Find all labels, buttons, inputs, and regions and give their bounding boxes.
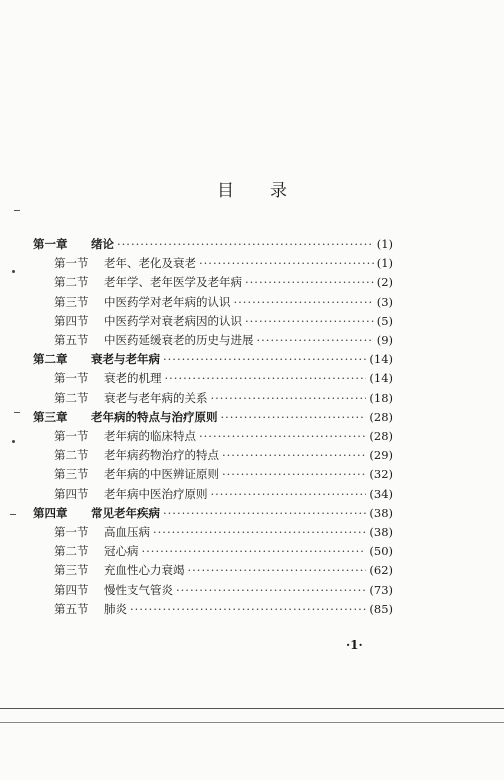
entry-title: 老年病的临床特点 bbox=[104, 429, 196, 443]
scan-mark bbox=[14, 210, 20, 211]
entry-number: 第二节 bbox=[54, 275, 89, 290]
scan-mark bbox=[10, 514, 16, 515]
scan-speck bbox=[12, 270, 15, 273]
entry-page: (3) bbox=[376, 294, 393, 309]
page-number: ·1· bbox=[346, 638, 363, 652]
toc-title-char-1: 目 bbox=[217, 181, 234, 201]
entry-title: 衰老与老年病的关系 bbox=[104, 390, 208, 405]
toc-section-entry bbox=[54, 390, 393, 406]
entry-number: 第一章 bbox=[33, 237, 68, 251]
toc-section-entry bbox=[54, 332, 393, 348]
toc-title-char-2: 录 bbox=[270, 181, 287, 201]
entry-page: (73) bbox=[369, 582, 393, 597]
entry-number: 第二节 bbox=[54, 544, 89, 559]
toc-section-entry bbox=[54, 543, 393, 559]
dot-leader bbox=[165, 371, 367, 385]
entry-title: 老年、老化及衰老 bbox=[104, 256, 196, 271]
dot-leader bbox=[176, 583, 366, 597]
entry-title: 衰老的机理 bbox=[104, 371, 162, 386]
entry-page: (14) bbox=[369, 352, 393, 367]
toc-section-entry bbox=[54, 294, 393, 310]
entry-number: 第三章 bbox=[33, 409, 68, 424]
dot-leader bbox=[117, 237, 374, 251]
entry-page: (18) bbox=[369, 390, 393, 405]
entry-title: 充血性心力衰竭 bbox=[104, 563, 185, 578]
dot-leader bbox=[163, 506, 366, 520]
dot-leader bbox=[245, 275, 374, 289]
toc-section-entry bbox=[54, 255, 393, 271]
entry-title: 老年病药物治疗的特点 bbox=[104, 448, 219, 463]
dot-leader bbox=[222, 467, 366, 481]
entry-number: 第四章 bbox=[33, 505, 68, 520]
page-edge-line bbox=[0, 708, 504, 709]
page-edge-line bbox=[0, 722, 504, 723]
entry-page: (85) bbox=[369, 601, 393, 616]
entry-page: (34) bbox=[369, 486, 393, 501]
entry-title: 老年学、老年医学及老年病 bbox=[104, 275, 242, 290]
entry-title: 高血压病 bbox=[104, 525, 150, 539]
toc-chapter-entry bbox=[33, 236, 393, 252]
dot-leader bbox=[234, 295, 374, 309]
entry-number: 第二节 bbox=[54, 390, 89, 405]
toc-section-entry bbox=[54, 466, 393, 482]
entry-number: 第二节 bbox=[54, 448, 89, 463]
entry-number: 第一节 bbox=[54, 525, 89, 539]
toc-section-entry bbox=[54, 447, 393, 463]
dot-leader bbox=[188, 563, 367, 577]
dot-leader bbox=[222, 448, 366, 462]
dot-leader bbox=[245, 314, 374, 328]
entry-page: (1) bbox=[376, 256, 393, 271]
scan-speck bbox=[12, 440, 15, 443]
entry-number: 第三节 bbox=[54, 467, 89, 482]
entry-number: 第四节 bbox=[54, 486, 89, 501]
toc-section-entry bbox=[54, 486, 393, 502]
dot-leader bbox=[211, 487, 367, 501]
entry-number: 第三节 bbox=[54, 563, 89, 578]
entry-page: (9) bbox=[376, 333, 393, 347]
entry-page: (38) bbox=[369, 505, 393, 520]
dot-leader bbox=[142, 544, 367, 558]
entry-number: 第二章 bbox=[33, 352, 68, 367]
entry-page: (32) bbox=[369, 467, 393, 482]
entry-page: (38) bbox=[369, 525, 393, 539]
toc-section-entry bbox=[54, 370, 393, 386]
entry-title: 常见老年疾病 bbox=[91, 505, 160, 520]
entry-title: 老年病的中医辨证原则 bbox=[104, 467, 219, 482]
entry-page: (62) bbox=[369, 563, 393, 578]
entry-title: 老年病中医治疗原则 bbox=[104, 486, 208, 501]
entry-number: 第五节 bbox=[54, 333, 89, 347]
toc-chapter-entry bbox=[33, 505, 393, 521]
entry-number: 第一节 bbox=[54, 429, 89, 443]
dot-leader bbox=[153, 525, 366, 539]
dot-leader bbox=[199, 256, 374, 270]
entry-title: 中医药学对老年病的认识 bbox=[104, 294, 231, 309]
entry-title: 衰老与老年病 bbox=[91, 352, 160, 367]
entry-page: (28) bbox=[369, 429, 393, 443]
entry-title: 肺炎 bbox=[104, 601, 127, 616]
entry-number: 第四节 bbox=[54, 582, 89, 597]
entry-number: 第一节 bbox=[54, 371, 89, 386]
entry-title: 中医药学对衰老病因的认识 bbox=[104, 313, 242, 328]
entry-page: (50) bbox=[369, 544, 393, 559]
toc-chapter-entry bbox=[33, 409, 393, 425]
toc-section-entry bbox=[54, 313, 393, 329]
dot-leader bbox=[257, 333, 374, 347]
entry-page: (5) bbox=[376, 313, 393, 328]
toc-section-entry bbox=[54, 274, 393, 290]
entry-number: 第一节 bbox=[54, 256, 89, 271]
entry-number: 第三节 bbox=[54, 294, 89, 309]
entry-title: 冠心病 bbox=[104, 544, 139, 559]
dot-leader bbox=[199, 429, 366, 443]
dot-leader bbox=[130, 602, 366, 616]
scan-mark bbox=[14, 412, 20, 413]
toc-section-entry bbox=[54, 562, 393, 578]
entry-page: (2) bbox=[376, 275, 393, 290]
entry-title: 老年病的特点与治疗原则 bbox=[91, 409, 218, 424]
toc-section-entry bbox=[54, 428, 393, 444]
entry-title: 慢性支气管炎 bbox=[104, 582, 173, 597]
entry-page: (14) bbox=[369, 371, 393, 386]
entry-page: (1) bbox=[376, 237, 393, 251]
entry-number: 第四节 bbox=[54, 313, 89, 328]
toc-chapter-entry bbox=[33, 351, 393, 367]
entry-page: (28) bbox=[369, 409, 393, 424]
toc-section-entry bbox=[54, 601, 393, 617]
toc-title bbox=[0, 176, 504, 201]
dot-leader bbox=[163, 352, 366, 366]
toc-section-entry bbox=[54, 524, 393, 540]
dot-leader bbox=[211, 391, 367, 405]
toc-section-entry bbox=[54, 582, 393, 598]
entry-number: 第五节 bbox=[54, 601, 89, 616]
dot-leader bbox=[221, 410, 367, 424]
entry-page: (29) bbox=[369, 448, 393, 463]
entry-title: 中医药延缓衰老的历史与进展 bbox=[104, 333, 254, 347]
entry-title: 绪论 bbox=[91, 237, 114, 251]
